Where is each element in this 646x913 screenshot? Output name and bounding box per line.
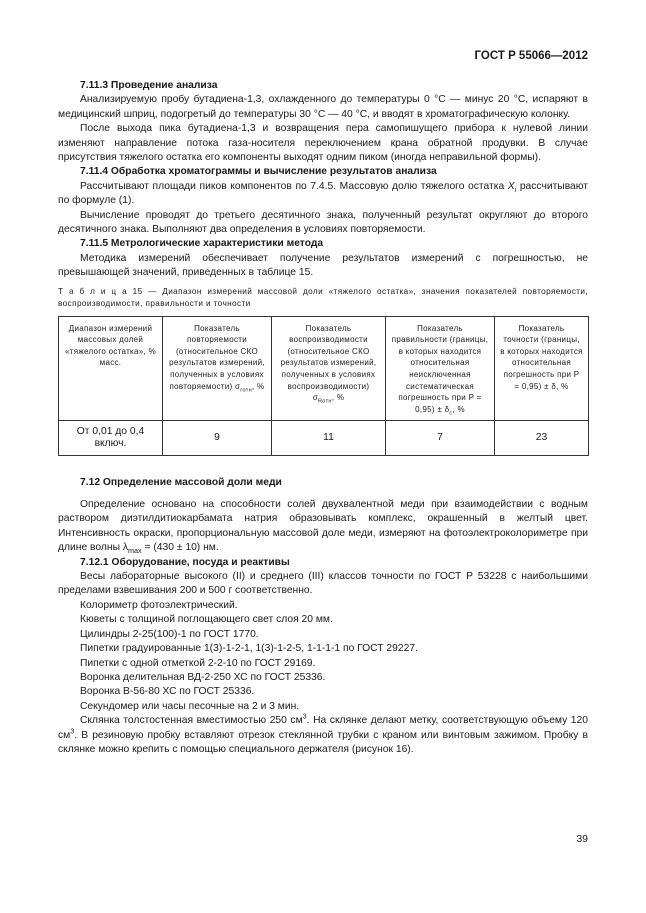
section-7-12-1-heading: 7.12.1 Оборудование, посуда и реактивы bbox=[80, 556, 290, 568]
table-cell: 23 bbox=[495, 421, 589, 455]
header-cell: Показатель повторяемости (относительное СКО результатов измерений, полученных в условиях повторяемости) $\sigma_{rотн}$, % bbox=[163, 316, 272, 421]
table-cell: 9 bbox=[163, 421, 272, 455]
section-7-12-heading: 7.12 Определение массовой доли меди bbox=[80, 476, 282, 488]
table-caption: Т а б л и ц а 15 — Диапазон измерений массовой доли «тяжелого остатка», значения показателей повторяемости, воспроизводимости, правильности и точности bbox=[58, 286, 588, 308]
header-cell: Показатель воспроизводимости (относительное СКО результатов измерений, полученных в условиях воспроизводимости) $\sigma_{Rотн}$, % bbox=[272, 316, 386, 421]
paragraph: Определение основано на способности солей двухвалентной меди при взаимодействии с водным раствором диэтилдитиокарбамата натрия образовывать комплекс, окрашенный в желтый цвет. Интенсивность окраски, пропорциональную массовой доле меди, измеряют на фотоэлектроколориметре при длине волны $\lambda_{max} = (430 \pm 10)$ нм. bbox=[58, 499, 588, 556]
list-item: Кюветы с толщиной поглощающего свет слоя 20 мм. bbox=[80, 614, 333, 626]
document-body bbox=[58, 79, 588, 757]
list-item: Весы лабораторные высокого (II) и среднего (III) классов точности по ГОСТ Р 53228 с наибольшими пределами взвешивания 200 и 500 г соответственно. bbox=[58, 571, 588, 597]
table-row bbox=[59, 421, 589, 455]
header-cell: Диапазон измерений массовых долей «тяжелого остатка», % масс. bbox=[59, 316, 163, 421]
section-7-11-3-heading: 7.11.3 Проведение анализа bbox=[80, 80, 218, 91]
page-number: 39 bbox=[576, 833, 588, 845]
paragraph: Рассчитывают площади пиков компонентов по 7.4.5. Массовую долю тяжелого остатка $X_i$ рассчитывают по формуле (1). bbox=[58, 180, 588, 207]
paragraph: Анализируемую пробу бутадиена-1,3, охлажденного до температуры 0 °С — минус 20 °С, испаряют в медицинский шприц, подогретый до температуры 30 °С — 40 °С, и вводят в хроматографическую колонку. bbox=[58, 94, 588, 120]
paragraph: Методика измерений обеспечивает получение результатов измерений с погрешностью, не превышающей значений, приведенных в таблице 15. bbox=[58, 252, 588, 279]
list-item: Секундомер или часы песочные на 2 и 3 мин. bbox=[80, 700, 300, 712]
list-item: Склянка толстостенная вместимостью 250 $см^3$. На склянке делают метку, соответствующую объему 120 $см^3$. В резиновую пробку вставляют отрезок стеклянной трубки с краном или винтовым зажимом. Пробку в склянке можно крепить с помощью специального держателя (рисунок 16). bbox=[58, 711, 588, 755]
table-header-row bbox=[59, 316, 589, 421]
paragraph: После выхода пика бутадиена-1,3 и возвращения пера самопишущего прибора к нулевой линии изменяют направление потока газа-носителя переключением крана обратной продувки. В случае присутствия тяжелого остатка его компоненты выходят одним пиком (иногда неправильной формы). bbox=[58, 123, 588, 164]
list-item: Воронка делительная ВД-2-250 ХС по ГОСТ 25336. bbox=[80, 671, 326, 683]
table-15 bbox=[58, 316, 589, 456]
list-item: Воронка В-56-80 ХС по ГОСТ 25336. bbox=[80, 686, 255, 698]
section-7-11-4-heading: 7.11.4 Обработка хроматограммы и вычисление результатов анализа bbox=[80, 166, 437, 178]
table-cell: 7 bbox=[386, 421, 495, 455]
paragraph: Вычисление проводят до третьего десятичного знака, полученный результат округляют до второго десятичного знака. Выполняют два определения в условиях повторяемости. bbox=[58, 209, 588, 236]
list-item: Колориметр фотоэлектрический. bbox=[80, 599, 238, 611]
standard-designation: ГОСТ Р 55066—2012 bbox=[474, 50, 588, 62]
section-7-11-5-heading: 7.11.5 Метрологические характеристики метода bbox=[80, 238, 324, 250]
header-cell: Показатель точности (границы, в которых находится относительная погрешность при P = 0,95) ± δ, % bbox=[495, 316, 589, 421]
list-item: Пипетки градуированные 1(3)-1-2-1, 1(3)-1-2-5, 1-1-1-1 по ГОСТ 29227. bbox=[80, 643, 418, 655]
list-item: Цилиндры 2-25(100)-1 по ГОСТ 1770. bbox=[80, 628, 259, 640]
table-cell: 11 bbox=[272, 421, 386, 455]
header-cell: Показатель правильности (границы, в которых находится относительная неисключенная систематическая погрешность при $P = 0,95) \pm \delta_с$, % bbox=[386, 316, 495, 421]
list-item: Пипетки с одной отметкой 2-2-10 по ГОСТ 29169. bbox=[80, 657, 316, 669]
table-cell: От 0,01 до 0,4 включ. bbox=[59, 421, 163, 455]
